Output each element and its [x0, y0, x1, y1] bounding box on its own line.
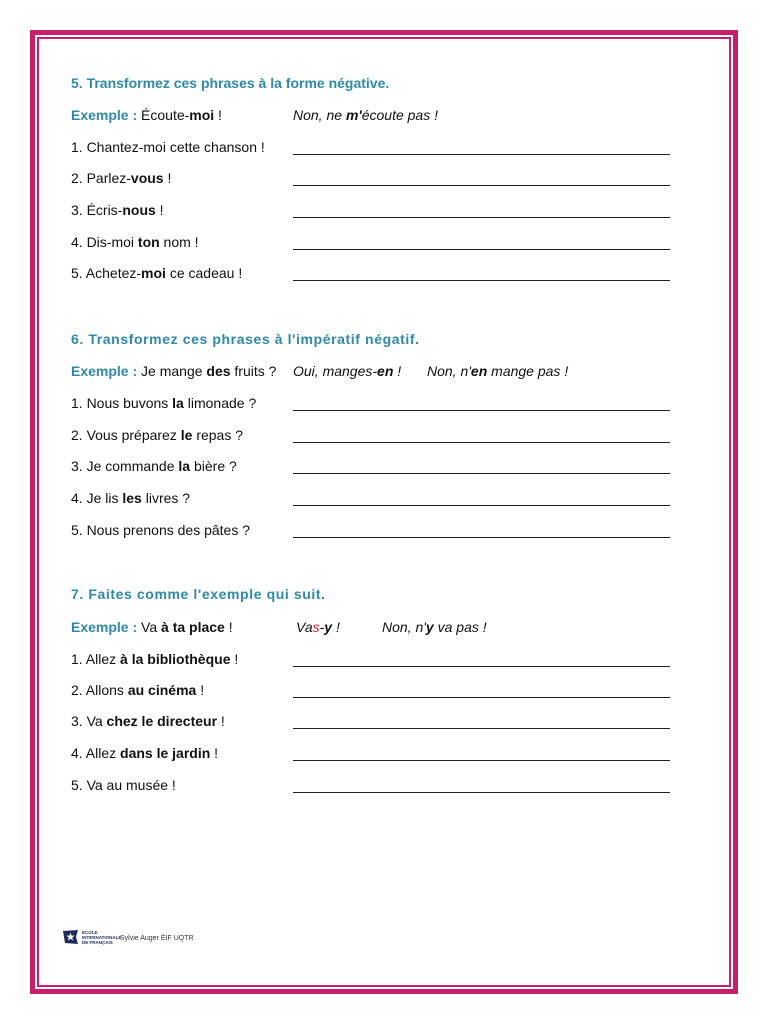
- section5-item-5: 5. Achetez-moi ce cadeau !: [71, 265, 243, 281]
- star-flag-icon: [62, 928, 80, 946]
- section5-example-answer: Non, ne m'écoute pas !: [293, 107, 438, 123]
- answer-line-6-5[interactable]: [293, 537, 670, 538]
- section6-title: 6. Transformez ces phrases à l'impératif négatif.: [71, 331, 420, 347]
- section7-item-5: 5. Va au musée !: [71, 777, 176, 793]
- example-label: Exemple :: [71, 363, 138, 379]
- section7-item-2: 2. Allons au cinéma !: [71, 682, 205, 698]
- section7-example-answer-yes: Vas-y !: [296, 619, 340, 635]
- answer-line-7-1[interactable]: [293, 666, 670, 667]
- section5-example: Exemple : Écoute-moi !: [71, 107, 222, 123]
- example-label: Exemple :: [71, 107, 138, 123]
- answer-line-7-4[interactable]: [293, 760, 670, 761]
- section6-item-4: 4. Je lis les livres ?: [71, 490, 191, 506]
- section7-title: 7. Faites comme l'exemple qui suit.: [71, 586, 326, 602]
- section6-item-3: 3. Je commande la bière ?: [71, 458, 237, 474]
- answer-line-7-3[interactable]: [293, 728, 670, 729]
- answer-line-7-5[interactable]: [293, 792, 670, 793]
- section5-title: 5. Transformez ces phrases à la forme négative.: [71, 75, 390, 91]
- answer-line-5-4[interactable]: [293, 249, 670, 250]
- answer-line-6-2[interactable]: [293, 442, 670, 443]
- answer-line-5-2[interactable]: [293, 185, 670, 186]
- section6-example: Exemple : Je mange des fruits ?: [71, 363, 277, 379]
- example-label: Exemple :: [71, 619, 138, 635]
- answer-line-5-5[interactable]: [293, 280, 670, 281]
- section6-item-1: 1. Nous buvons la limonade ?: [71, 395, 257, 411]
- section5-item-3: 3. Écris-nous !: [71, 202, 164, 218]
- section6-example-answer-no: Non, n'en mange pas !: [427, 363, 569, 379]
- answer-line-5-1[interactable]: [293, 154, 670, 155]
- section7-item-4: 4. Allez dans le jardin !: [71, 745, 219, 761]
- section7-example: Exemple : Va à ta place !: [71, 619, 233, 635]
- answer-line-5-3[interactable]: [293, 217, 670, 218]
- section7-example-answer-no: Non, n'y va pas !: [382, 619, 487, 635]
- section6-item-5: 5. Nous prenons des pâtes ?: [71, 522, 251, 538]
- section5-item-4: 4. Dis-moi ton nom !: [71, 234, 199, 250]
- section5-item-1: 1. Chantez-moi cette chanson !: [71, 139, 265, 155]
- section6-example-answer-yes: Oui, manges-en !: [293, 363, 402, 379]
- answer-line-6-1[interactable]: [293, 410, 670, 411]
- answer-line-7-2[interactable]: [293, 697, 670, 698]
- section5-item-2: 2. Parlez-vous !: [71, 170, 172, 186]
- answer-line-6-3[interactable]: [293, 473, 670, 474]
- section7-item-1: 1. Allez à la bibliothèque !: [71, 651, 239, 667]
- answer-line-6-4[interactable]: [293, 505, 670, 506]
- author-credit: Sylvie Auger ÉIF UQTR: [120, 935, 194, 942]
- section6-item-2: 2. Vous préparez le repas ?: [71, 427, 244, 443]
- school-logo-text: ÉCOLE INTERNATIONALE DE FRANÇAIS: [82, 930, 122, 945]
- section7-item-3: 3. Va chez le directeur !: [71, 713, 225, 729]
